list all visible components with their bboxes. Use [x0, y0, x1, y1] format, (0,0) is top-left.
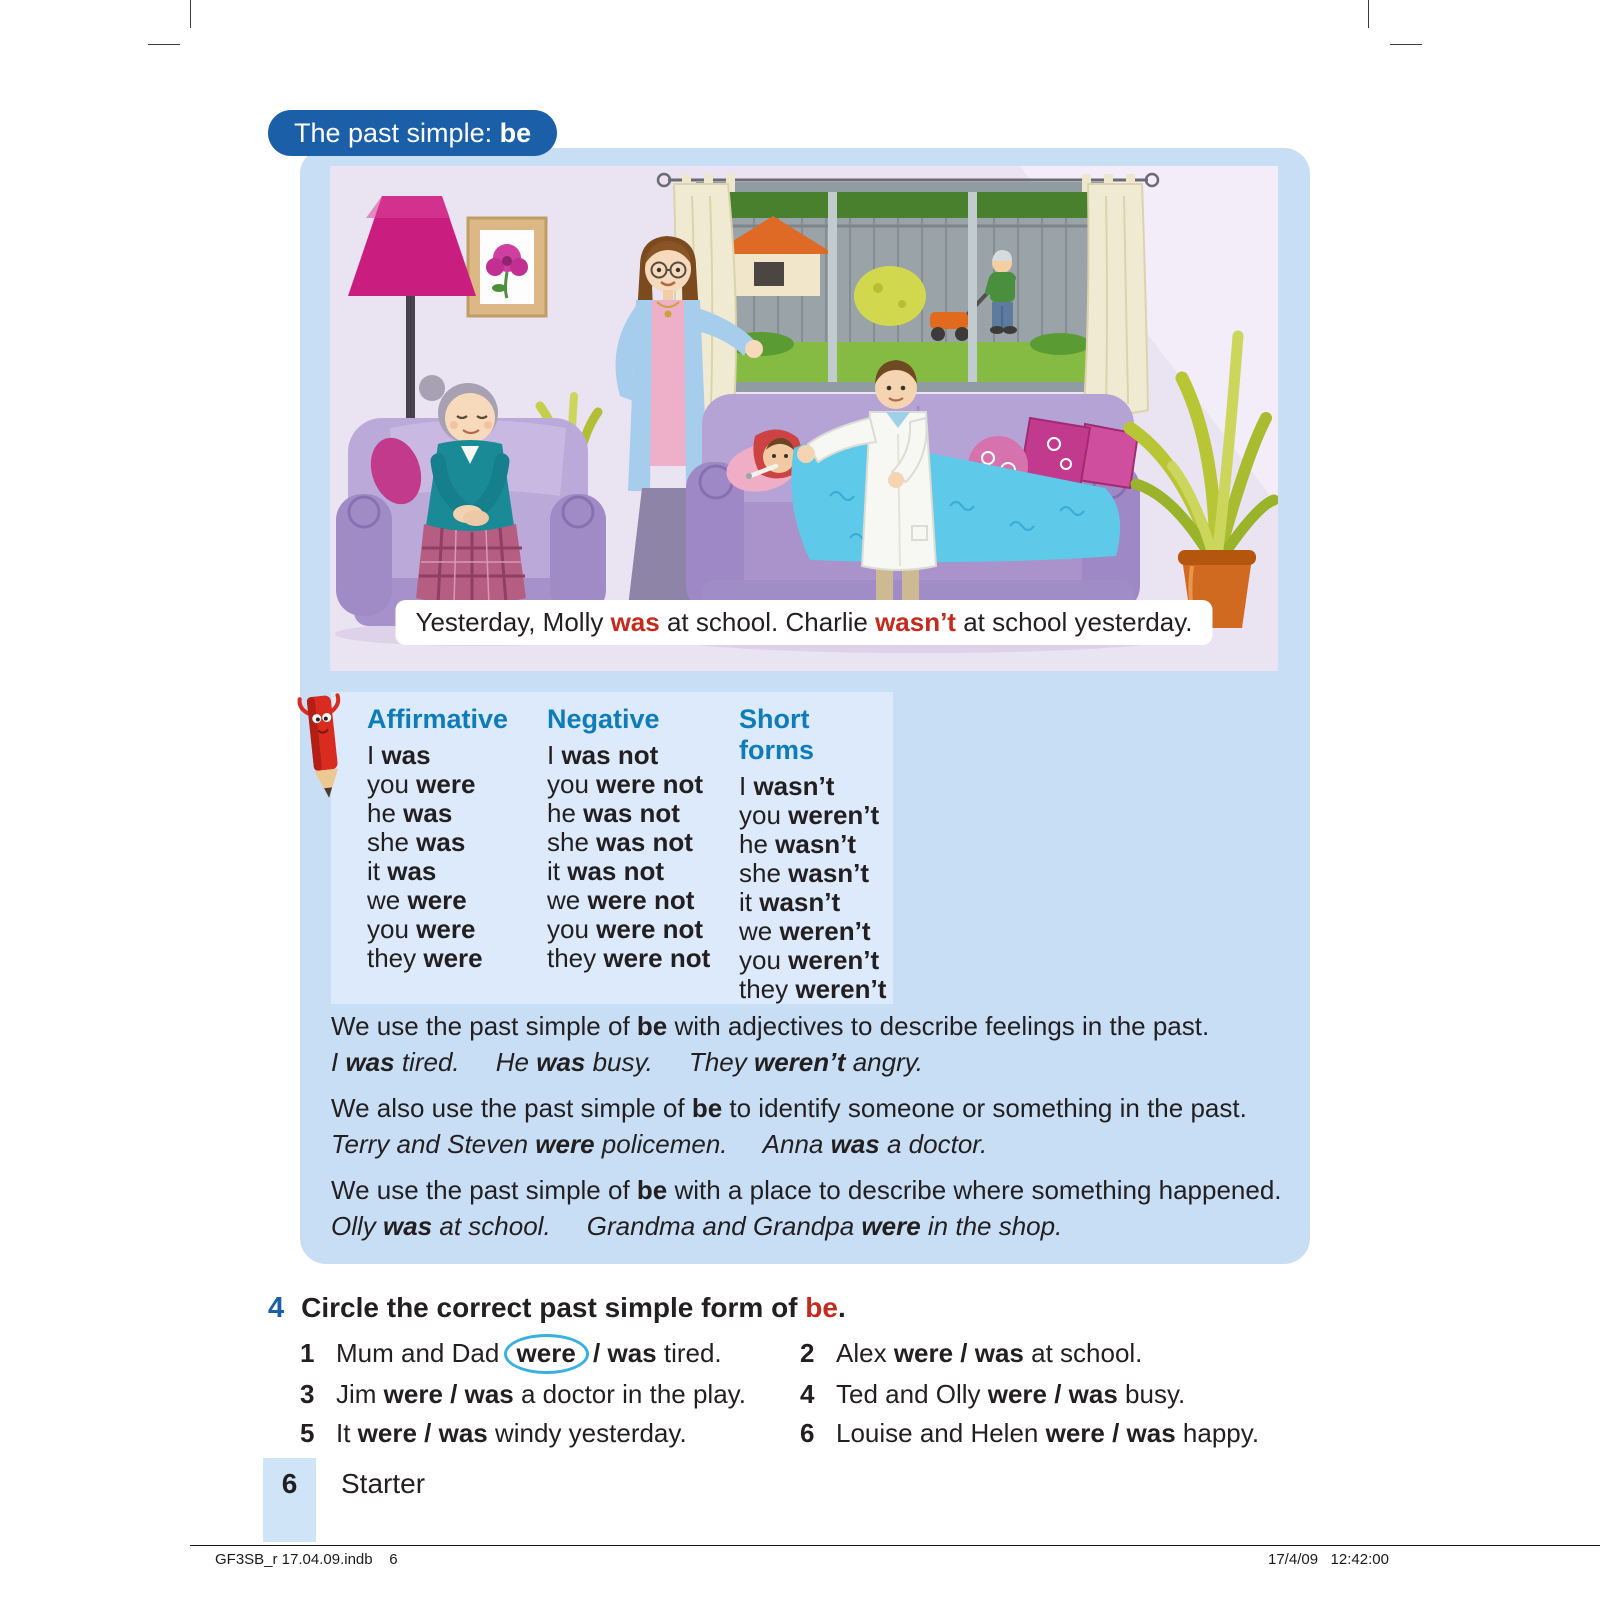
item-number: 4 — [800, 1379, 815, 1409]
negative-column — [547, 704, 739, 1004]
form-row: they were not — [547, 943, 711, 973]
usage-example: Terry and Steven were policemen. Anna was a doctor. — [331, 1129, 988, 1159]
item-number: 1 — [300, 1338, 315, 1368]
exercise-item — [300, 1338, 800, 1370]
form-row: she was not — [547, 827, 693, 857]
usage-rule: We use the past simple of be with a place to describe where something happened. — [331, 1175, 1282, 1205]
usage-notes — [331, 1008, 1299, 1254]
form-row: they weren’t — [739, 974, 887, 1004]
exercise-item — [300, 1418, 800, 1448]
item-text: Alex were / was at school. — [836, 1338, 1143, 1368]
page-number-box — [263, 1458, 316, 1542]
form-row: she was — [367, 827, 466, 857]
form-row: we were — [367, 885, 467, 915]
form-row: he was not — [547, 798, 680, 828]
column-header-short-forms: Short forms — [739, 704, 815, 765]
affirmative-column — [367, 704, 547, 1004]
illustration-caption: Yesterday, Molly was at school. Charlie wasn’t at school yesterday. — [395, 600, 1212, 645]
column-header-negative: Negative — [547, 704, 660, 734]
crop-mark — [1390, 44, 1422, 45]
lesson-title-tab: The past simple: be — [268, 110, 557, 156]
usage-rule: We also use the past simple of be to identify someone or something in the past. — [331, 1093, 1247, 1123]
form-row: he wasn’t — [739, 829, 857, 859]
form-row: it was — [367, 856, 437, 886]
usage-example: I was tired. He was busy. They weren’t angry. — [331, 1047, 924, 1077]
crop-mark — [1368, 0, 1369, 28]
lesson-illustration — [330, 166, 1278, 671]
item-number: 5 — [300, 1418, 315, 1448]
form-row: you weren’t — [739, 800, 880, 830]
exercise-item — [800, 1379, 1320, 1409]
form-row: we weren’t — [739, 916, 871, 946]
exercise-heading — [268, 1292, 846, 1325]
exercise-number: 4 — [268, 1292, 285, 1324]
form-row: we were not — [547, 885, 695, 915]
print-file-name: GF3SB_r 17.04.09.indb 6 — [215, 1551, 398, 1568]
short-forms-column — [739, 704, 889, 1004]
form-row: you were not — [547, 769, 704, 799]
exercise-item — [800, 1338, 1320, 1370]
section-label: Starter — [341, 1468, 426, 1499]
item-text: Mum and Dad were / was tired. — [336, 1338, 722, 1370]
form-row: you were not — [547, 914, 704, 944]
form-row: I was — [367, 740, 431, 770]
usage-rule: We use the past simple of be with adjectives to describe feelings in the past. — [331, 1011, 1210, 1041]
crop-mark — [148, 44, 180, 45]
item-text: Louise and Helen were / was happy. — [836, 1418, 1260, 1448]
column-header-affirmative: Affirmative — [367, 704, 509, 734]
print-rule — [190, 1545, 1600, 1546]
item-text: Jim were / was a doctor in the play. — [336, 1379, 746, 1409]
usage-example: Olly was at school. Grandma and Grandpa were in the shop. — [331, 1211, 1063, 1241]
form-row: you were — [367, 914, 476, 944]
form-row: he was — [367, 798, 453, 828]
form-row: they were — [367, 943, 483, 973]
exercise-title: Circle the correct past simple form of be. — [301, 1292, 846, 1323]
item-text: It were / was windy yesterday. — [336, 1418, 687, 1448]
item-number: 6 — [800, 1418, 815, 1448]
window — [696, 182, 1104, 392]
page-number: 6 — [281, 1468, 298, 1499]
form-row: it was not — [547, 856, 665, 886]
print-timestamp: 17/4/09 12:42:00 — [1268, 1551, 1389, 1568]
form-row: you were — [367, 769, 476, 799]
picture-frame — [468, 218, 546, 316]
item-number: 3 — [300, 1379, 315, 1409]
form-row: she wasn’t — [739, 858, 870, 888]
exercise-items — [300, 1338, 1320, 1448]
form-row: I was not — [547, 740, 659, 770]
verb-forms-table — [331, 692, 893, 1004]
item-number: 2 — [800, 1338, 815, 1368]
pencil-icon — [297, 690, 351, 808]
form-row: I wasn’t — [739, 771, 835, 801]
exercise-item — [300, 1379, 800, 1409]
form-row: it wasn’t — [739, 887, 841, 917]
exercise-item — [800, 1418, 1320, 1448]
item-text: Ted and Olly were / was busy. — [836, 1379, 1186, 1409]
form-row: you weren’t — [739, 945, 880, 975]
crop-mark — [190, 0, 191, 28]
